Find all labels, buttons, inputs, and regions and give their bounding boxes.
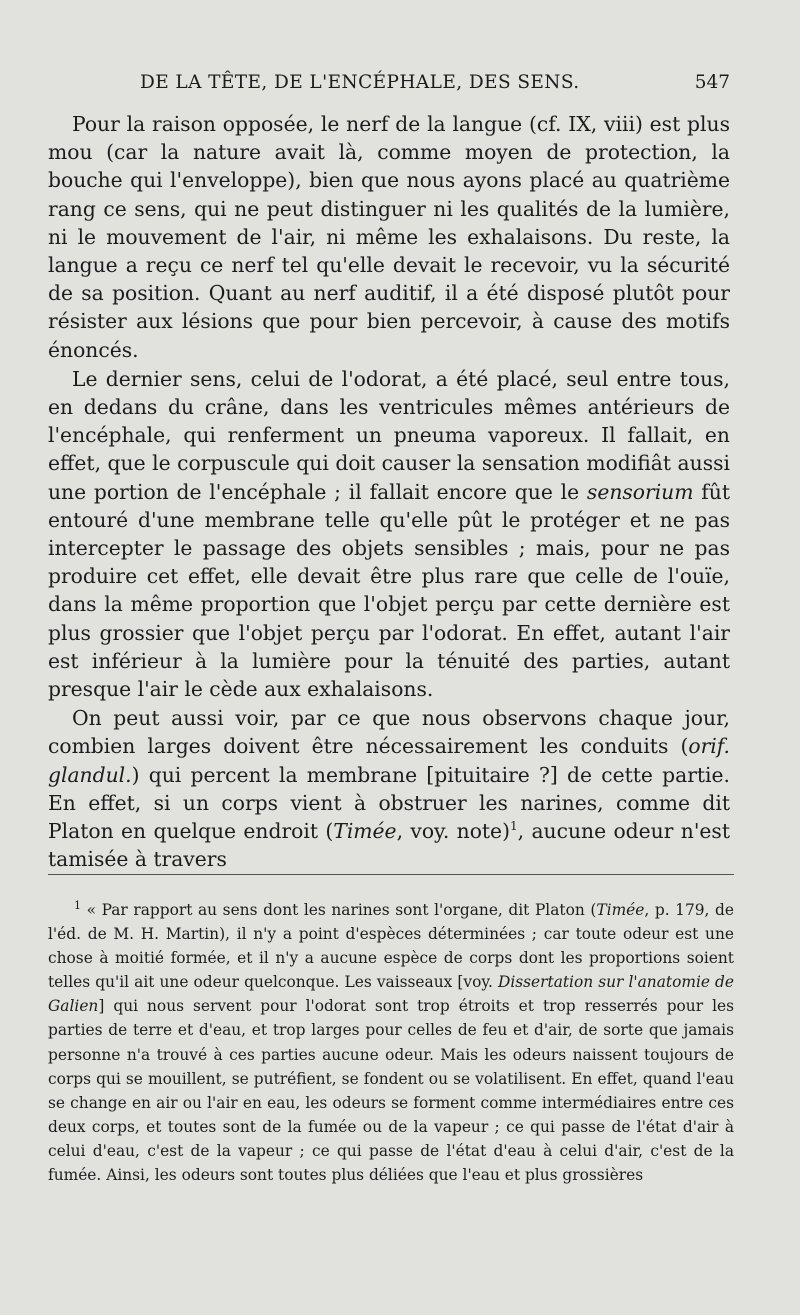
footnote-reference: 1 <box>509 819 518 834</box>
title-timee: Timée <box>333 819 397 844</box>
paragraph-3-text-d: , aucune odeur n'est tamisée à travers <box>48 819 730 872</box>
term-sensorium: sensorium <box>586 479 694 504</box>
footnote-text-b: , p. 179, de l'éd. de M. H. Martin), il n'y a point d'espèces déterminées ; car toute odeur est une chose à moitié formée, et il n'y a aucune espèce de corps dont les proportions soient telles qu'il ait une odeur quelconque. Les vaisseaux [voy. <box>48 901 734 992</box>
footnote-text-a: « Par rapport au sens dont les narines sont l'organe, dit Platon ( <box>86 901 597 919</box>
footnote-text-c: ] qui nous servent pour l'odorat sont trop étroits et trop resserrés pour les parties de terre et d'eau, et trop larges pour celles de feu et d'air, de sorte que jamais personne n'a trouvé à ces parties aucune odeur. Mais les odeurs naissent toujours de corps qui se mouillent, se putréfient, se fondent ou se volatilisent. En effet, quand l'eau se change en air ou l'air en eau, les odeurs se forment comme intermédiaires entre ces deux corps, et toutes sont de la fumée ou de la vapeur ; ce qui passe de l'état d'air à celui d'eau, c'est de la vapeur ; ce qui passe de l'état d'eau à celui d'air, c'est de la fumée. Ainsi, les odeurs sont toutes plus déliées que l'eau et plus grossières <box>48 997 734 1185</box>
footnote-title-dissertation: Dissertation sur l'anatomie de Galien <box>48 973 735 1016</box>
running-title: DE LA TÊTE, DE L'ENCÉPHALE, DES SENS. <box>140 72 580 93</box>
paragraph-3-text-b: ) qui percent la membrane [pituitaire ?] de cette partie. En effet, si un corps vient à obstruer les narines, comme dit Platon en quelque endroit ( <box>48 762 730 844</box>
term-orif-glandul: orif. glandul. <box>48 734 730 787</box>
page-number: 547 <box>694 72 730 93</box>
paragraph-3-text-a: On peut aussi voir, par ce que nous observons chaque jour, combien larges doivent être nécessairement les conduits ( <box>48 706 730 759</box>
footnote-marker: 1 <box>74 898 81 912</box>
footnote <box>48 898 734 1187</box>
paragraph-1-text: Pour la raison opposée, le nerf de la langue (cf. IX, viii) est plus mou (car la nature avait là, comme moyen de protection, la bouche qui l'enveloppe), bien que nous ayons placé au quatrième rang ce sens, qui ne peut distinguer ni les qualités de la lumière, ni le mouvement de l'air, ni même les exhalaisons. Du reste, la langue a reçu ce nerf tel qu'elle devait le recevoir, vu la sécurité de sa position. Quant au nerf auditif, il a été disposé plutôt pour résister aux lésions que pour bien percevoir, à cause des motifs énoncés. <box>48 112 730 362</box>
paragraph-3 <box>48 704 730 873</box>
paragraph-2-text-a: Le dernier sens, celui de l'odorat, a été placé, seul entre tous, en dedans du crâne, dans les ventricules mêmes antérieurs de l'encéphale, qui renferment un pneuma vaporeux. Il fallait, en effet, que le corpuscule qui doit causer la sensation modifiât aussi une portion de l'encéphale ; il fallait encore que le <box>48 366 730 504</box>
paragraph-2-text-b: fût entouré d'une membrane telle qu'elle pût le protéger et ne pas intercepter le passage des objets sensibles ; mais, pour ne pas produire cet effet, elle devait être plus rare que celle de l'ouïe, dans la même proportion que l'objet perçu par cette dernière est plus grossier que l'objet perçu par l'odorat. En effet, autant l'air est inférieur à la lumière pour la ténuité des parties, autant presque l'air le cède aux exhalaisons. <box>48 479 730 702</box>
footnote-title-timee: Timée <box>596 901 645 919</box>
paragraph-2 <box>48 365 730 703</box>
paragraph-1 <box>48 110 730 364</box>
main-text <box>48 110 730 873</box>
paragraph-3-text-c: , voy. note) <box>396 819 510 844</box>
footnote-paragraph <box>48 898 734 1187</box>
footnote-divider <box>48 874 734 875</box>
page-header <box>40 72 730 102</box>
